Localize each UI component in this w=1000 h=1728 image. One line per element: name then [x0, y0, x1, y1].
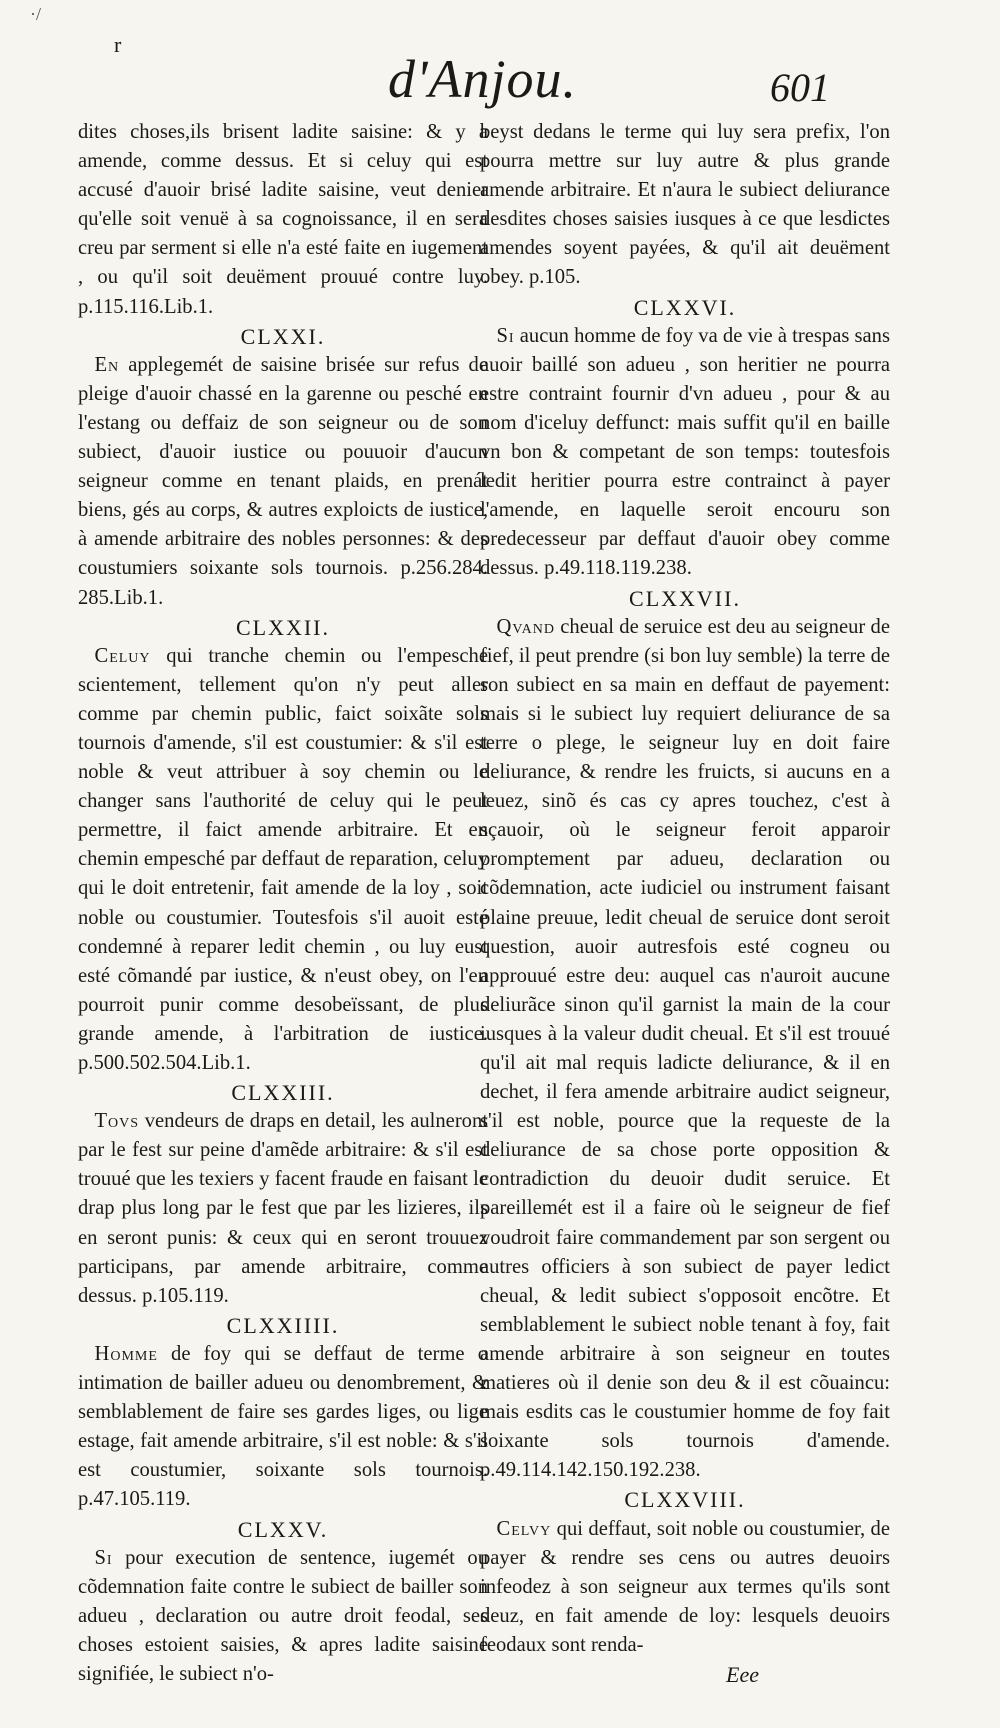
paragraph-text: pour execution de sentence, iugemét ou cõdemnation faite contre le subiect de bailler son adueu , declaration ou autre droit feodal, ses choses estoient saisies, & apres ladite saisine signifiée, le subiect n'o- [78, 1546, 488, 1685]
paragraph-lead-word: Celuy [94, 644, 151, 667]
corner-mark: ·/ [30, 4, 41, 24]
article-number: CLXXV. [237, 1516, 329, 1542]
paragraph-text: aucun homme de foy va de vie à trespas sans auoir baillé son adueu , son heritier ne pourra estre contraint fournir d'vn adueu , pour & au nom d'iceluy deffunct: mais suffit qu'il en baille vn bon & competant de son temps: toutesfois ledit heritier pourra estre contrainct à payer l'amende, en laquelle seroit encouru son predecesseur par deffaut d'auoir obey comme dessus. p.49.118.119.238. [480, 324, 890, 580]
article-paragraph [78, 1340, 488, 1515]
paragraph-text: qui tranche chemin ou l'empesche scientement, tellement qu'on n'y peut aller comme par chemin public, faict soixãte sols tournois d'amende, s'il est coustumier: & s'il est noble & veut attribuer à soy chemin ou le changer sans l'authorité de celuy qui le peut permettre, il faict amende arbitraire. Et en chemin empesché par deffaut de reparation, celuy qui le doit entretenir, fait amende de la loy , soit noble ou coustumier. Toutesfois s'il auoit esté condemné à reparer ledit chemin , ou luy eust esté cõmandé par iustice, & n'eust obey, on l'en pourroit punir comme desobeïssant, de plus grande amende, à l'arbitration de iustice. p.500.502.504.Lib.1. [78, 644, 488, 1074]
article-paragraph [78, 642, 488, 1078]
article-paragraph [78, 351, 488, 613]
paragraph-lead-word: Homme [94, 1342, 158, 1365]
paragraph-text: cheual de seruice est deu au seigneur de fief, il peut prendre (si bon luy semble) la terre de son subiect en sa main en deffaut de payement: mais si le subiect luy requiert deliurance de sa terre o plege, le seigneur luy en doit faire deliurance, & rendre les fruicts, si aucuns en a leuez, sinõ és cas cy apres touchez, c'est à sçauoir, où le seigneur feroit apparoir promptement par adueu, declaration ou cõdemnation, acte iudiciel ou instrument faisant plaine preuue, ledit cheual de seruice dont seroit question, auoir autresfois esté cogneu ou approuué estre deu: auquel cas n'auroit aucune deliurãce sinon qu'il garnist la main de la cour iusques à la valeur dudit cheual. Et s'il est trouué qu'il ait mal requis ladicte deliurance, & il en dechet, il fera amende arbitraire audict seigneur, s'il est noble, pource que la requeste de la deliurance de sa chose porte opposition & contradiction du deuoir dudit seruice. Et pareillemét est il a faire où le seigneur de fief voudroit faire commandement par son sergent ou autres officiers à son subiect de payer ledict cheual, & ledit subiect s'opposoit encõtre. Et semblablement le subiect noble tenant à foy, fait amende arbitraire à son seigneur en toutes matieres où il denie son deu & il est cõuaincu: mais esdits cas le coustumier homme de foy fait soixante sols tournois d'amende. p.49.114.142.150.192.238. [480, 615, 891, 1482]
paragraph-text: dites choses,ils brisent ladite saisine: & y a amende, comme dessus. Et si celuy qui est accusé d'auoir brisé ladite saisine, veut denier qu'elle soit venuë à sa cognoissance, il en sera creu par serment si elle n'a esté faite en iugement , ou qu'il soit deuëment prouué contre luy. p.115.116.Lib.1. [78, 121, 488, 318]
article-paragraph [480, 322, 890, 584]
article-number: CLXXI. [240, 323, 326, 349]
paragraph-text: qui deffaut, soit noble ou coustumier, de payer & rendre ses cens ou autres deuoirs infeodez à son seigneur aux termes qu'ils sont deuz, en fait amende de loy: lesquels deuoirs feodaux sont renda- [480, 1517, 890, 1656]
article-paragraph [480, 118, 890, 293]
article-number: CLXXIII. [231, 1080, 335, 1106]
paragraph-text: applegemét de saisine brisée sur refus de pleige d'auoir chassé en la garenne ou pesché en l'estang ou deffaiz de son seigneur ou de son subiect, d'auoir iustice ou pouuoir d'aucun seigneur comme en tenant plaids, en prenát biens, gés au corps, & autres exploicts de iustice, à amende arbitraire des nobles personnes: & des coustumiers soixante sols tournois. p.256.284. 285.Lib.1. [78, 353, 488, 609]
paragraph-lead-word: Si [496, 324, 515, 347]
article-paragraph [78, 1107, 488, 1311]
right-column [480, 118, 890, 1660]
page-number: 601 [770, 65, 830, 110]
article-paragraph [78, 1544, 488, 1689]
article-paragraph [78, 118, 488, 322]
paragraph-lead-word: En [94, 353, 120, 376]
article-number: CLXXII. [235, 614, 331, 640]
paragraph-lead-word: Celvy [496, 1517, 552, 1540]
paragraph-lead-word: Qvand [496, 615, 555, 638]
paragraph-lead-word: Si [94, 1546, 113, 1569]
article-paragraph [480, 1515, 890, 1660]
running-title: d'Anjou. [388, 49, 578, 109]
article-number: CLXXIIII. [226, 1312, 340, 1338]
stray-mark: r [114, 32, 122, 57]
running-head [0, 44, 1000, 124]
paragraph-text: de foy qui se deffaut de terme o intimation de bailler adueu ou denombrement, & semblablement de faire ses gardes liges, ou lige estage, fait amende arbitraire, s'il est noble: & s'il est coustumier, soixante sols tournois. p.47.105.119. [78, 1342, 488, 1511]
article-paragraph [480, 613, 890, 1486]
article-number: CLXXVI. [633, 294, 737, 320]
article-number: CLXXVIII. [624, 1487, 746, 1513]
catchword: Eee [726, 1662, 759, 1687]
left-column [78, 118, 488, 1689]
paragraph-text: vendeurs de draps en detail, les aulneront par le fest sur peine d'amẽde arbitraire: & s'il est trouué que les texiers y facent fraude en faisant le drap plus long par le fest que par les lizieres, ils en seront punis: & ceux qui en seront trouuez participans, par amende arbitraire, comme dessus. p.105.119. [78, 1110, 488, 1307]
paragraph-text: beyst dedans le terme qui luy sera prefix, l'on pourra mettre sur luy autre & plus grande amende arbitraire. Et n'aura le subiect deliurance desdites choses saisies iusques à ce que lesdictes amendes soyent payées, & qu'il ait deuëment obey. p.105. [480, 121, 890, 289]
article-number: CLXXVII. [629, 585, 741, 611]
paragraph-lead-word: Tovs [94, 1110, 140, 1133]
